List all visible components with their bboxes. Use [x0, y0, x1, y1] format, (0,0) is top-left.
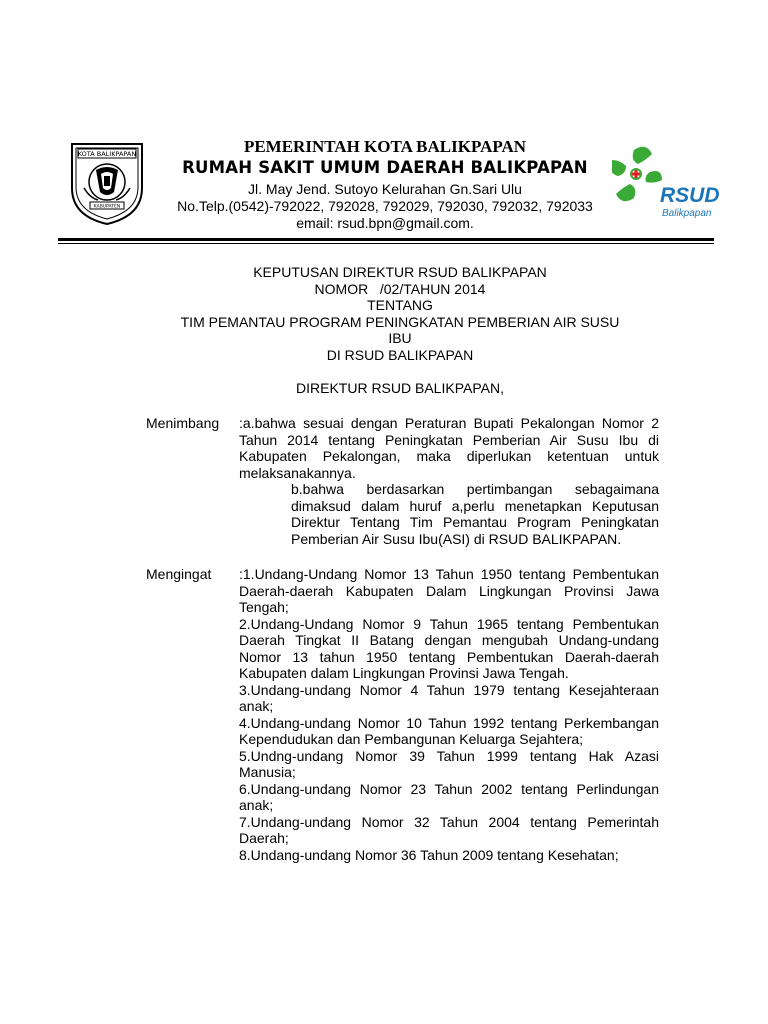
- decree-number: NOMOR /02/TAHUN 2014: [314, 281, 486, 297]
- mengingat-item-6: 6.Undang-undang Nomor 23 Tahun 2002 tentang Perlindungan anak;: [239, 780, 659, 813]
- menimbang-section: [239, 415, 659, 547]
- mengingat-item-3: 3.Undang-undang Nomor 4 Tahun 1979 tentang Kesejahteraan anak;: [239, 681, 659, 714]
- decree-about: TENTANG: [367, 297, 433, 313]
- letterhead-rule-thick: [58, 238, 714, 241]
- hospital-name: RUMAH SAKIT UMUM DAERAH BALIKPAPAN: [182, 158, 588, 177]
- mengingat-item-8: 8.Undang-undang Nomor 36 Tahun 2009 tentang Kesehatan;: [239, 846, 619, 863]
- mengingat-item-4: 4.Undang-undang Nomor 10 Tahun 1992 tentang Perkembangan Kependudukan dan Pembangunan Keluarga Sejahtera;: [239, 714, 659, 747]
- city-government-name: PEMERINTAH KOTA BALIKPAPAN: [243, 137, 527, 156]
- mengingat-item-5: 5.Undng-undang Nomor 39 Tahun 1999 tentang Hak Azasi Manusia;: [239, 747, 659, 780]
- mengingat-item-1: :1.Undang-Undang Nomor 13 Tahun 1950 tentang Pembentukan Daerah-daerah Kabupaten Dalam Lingkungan Provinsi Jawa Tengah;: [239, 566, 659, 615]
- svg-text:KOTA BALIKPAPAN: KOTA BALIKPAPAN: [77, 150, 137, 158]
- menimbang-label: Menimbang: [146, 415, 220, 431]
- svg-text:KABUPATEN: KABUPATEN: [93, 204, 121, 210]
- decree-subject-line2: IBU: [388, 330, 412, 346]
- mengingat-section: [239, 566, 659, 863]
- hospital-phone: No.Telp.(0542)-792022, 792028, 792029, 792030, 792032, 792033: [177, 198, 593, 214]
- decree-title: KEPUTUSAN DIREKTUR RSUD BALIKPAPAN: [253, 264, 547, 280]
- mengingat-label: Mengingat: [146, 566, 212, 582]
- city-crest-logo: [66, 140, 148, 226]
- menimbang-point-a: :a.bahwa sesuai dengan Peraturan Bupati Pekalongan Nomor 2 Tahun 2014 tentang Peningkatan Pemberian Air Susu Ibu di Kabupaten Pekalongan, maka diperlukan ketentuan untuk melaksanakannya.: [239, 415, 659, 481]
- hospital-email: email: rsud.bpn@gmail.com.: [296, 215, 474, 231]
- rsud-logo: [612, 144, 722, 222]
- mengingat-item-2: 2.Undang-Undang Nomor 9 Tahun 1965 tentang Pembentukan Daerah Tingkat II Batang dengan mengubah Undang-undang Nomor 13 tahun 1950 tentang Pembentukan Daerah-daerah Kabupaten dalam Lingkungan Provinsi Jawa Tengah.: [239, 615, 659, 681]
- decree-subject-line1: TIM PEMANTAU PROGRAM PENINGKATAN PEMBERIAN AIR SUSU: [180, 314, 620, 330]
- letterhead-rule-thin: [58, 243, 714, 244]
- decree-subject-line3: DI RSUD BALIKPAPAN: [326, 347, 474, 363]
- director-heading: DIREKTUR RSUD BALIKPAPAN,: [296, 380, 504, 396]
- mengingat-item-7: 7.Undang-undang Nomor 32 Tahun 2004 tentang Pemerintah Daerah;: [239, 813, 659, 846]
- menimbang-point-b: b.bahwa berdasarkan pertimbangan sebagaimana dimaksud dalam huruf a,perlu menetapkan Keputusan Direktur Tentang Tim Pemantau Program Peningkatan Pemberian Air Susu Ibu(ASI) di RSUD BALIKPAPAN.: [291, 481, 659, 547]
- hospital-address: Jl. May Jend. Sutoyo Kelurahan Gn.Sari Ulu: [248, 181, 522, 197]
- rsud-logo-subtext: Balikpapan: [662, 208, 712, 219]
- rsud-logo-text: RSUD: [660, 184, 720, 207]
